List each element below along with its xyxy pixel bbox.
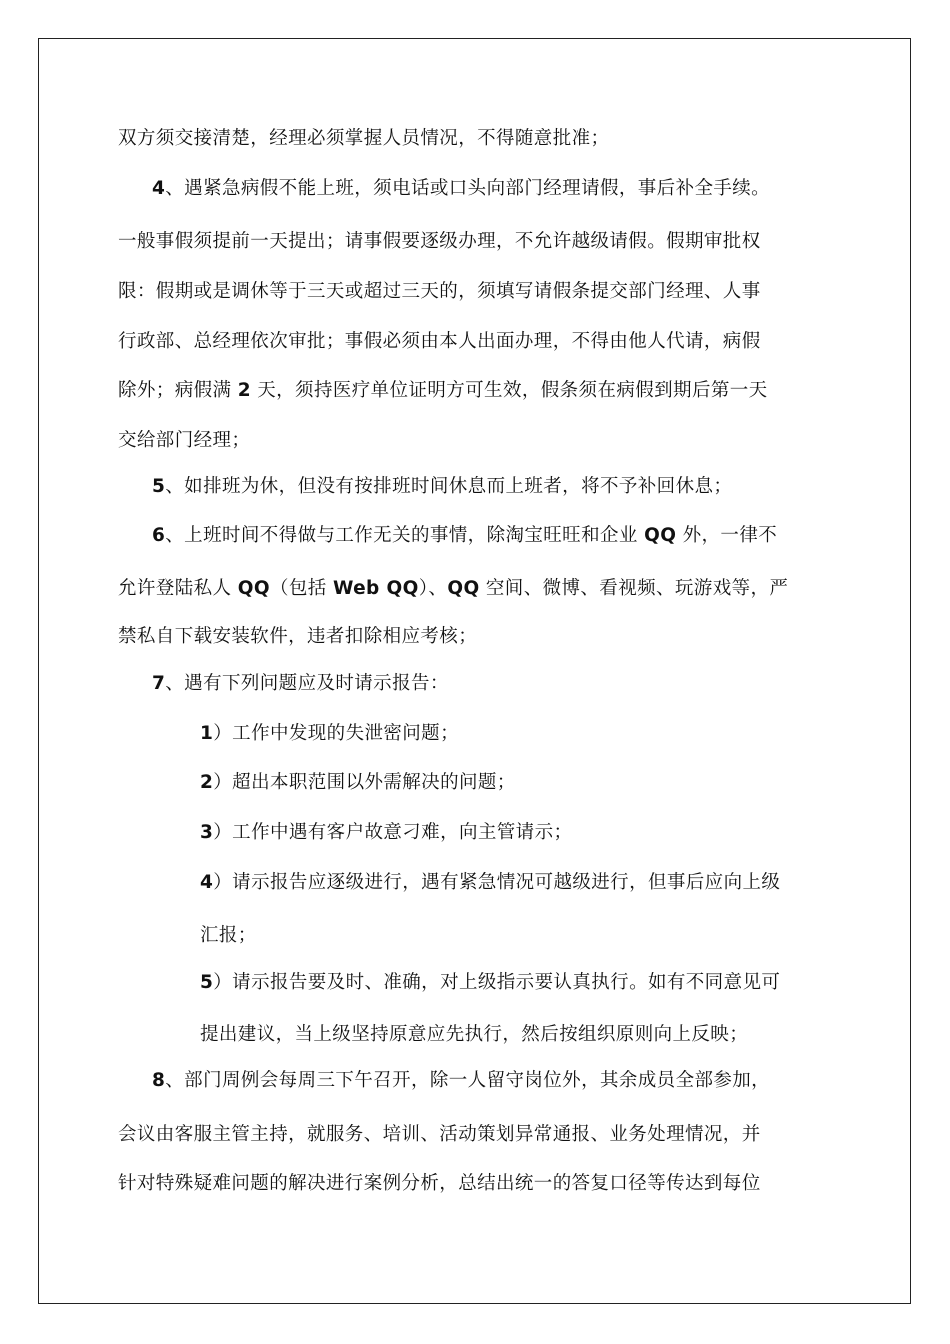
text-line: 禁私自下载安装软件，违者扣除相应考核； xyxy=(118,626,478,647)
text-line: 除外；病假满 2 天，须持医疗单位证明方可生效，假条须在病假到期后第一天 xyxy=(118,380,768,401)
item-5: 5、如排班为休，但没有按排班时间休息而上班者，将不予补回休息； xyxy=(152,476,733,497)
text-line: 行政部、总经理依次审批；事假必须由本人出面办理，不得由他人代请，病假 xyxy=(118,331,761,352)
text-line: 限：假期或是调休等于三天或超过三天的，须填写请假条提交部门经理、人事 xyxy=(118,281,761,302)
text-line: 一般事假须提前一天提出；请事假要逐级办理，不允许越级请假。假期审批权 xyxy=(118,231,761,252)
item-6: 6、上班时间不得做与工作无关的事情，除淘宝旺旺和企业 QQ 外，一律不 xyxy=(152,525,778,546)
text-line: 双方须交接清楚，经理必须掌握人员情况，不得随意批准； xyxy=(118,128,610,149)
text-line: 汇报； xyxy=(200,925,257,946)
text-line: 交给部门经理； xyxy=(118,430,251,451)
subitem-1: 1）工作中发现的失泄密问题； xyxy=(200,723,459,744)
text-line: 提出建议，当上级坚持原意应先执行，然后按组织原则向上反映； xyxy=(200,1024,749,1045)
item-4-heading: 4、遇紧急病假不能上班，须电话或口头向部门经理请假，事后补全手续。 xyxy=(152,178,771,199)
subitem-2: 2）超出本职范围以外需解决的问题； xyxy=(200,772,516,793)
item-7: 7、遇有下列问题应及时请示报告： xyxy=(152,673,449,694)
text-line: 会议由客服主管主持，就服务、培训、活动策划异常通报、业务处理情况，并 xyxy=(118,1124,761,1145)
subitem-4: 4）请示报告应逐级进行，遇有紧急情况可越级进行，但事后应向上级 xyxy=(200,872,781,893)
item-8: 8、部门周例会每周三下午召开，除一人留守岗位外，其余成员全部参加， xyxy=(152,1070,771,1091)
text-line: 针对特殊疑难问题的解决进行案例分析，总结出统一的答复口径等传达到每位 xyxy=(118,1173,761,1194)
text-line: 允许登陆私人 QQ（包括 Web QQ）、QQ 空间、微博、看视频、玩游戏等，严 xyxy=(118,578,789,599)
subitem-3: 3）工作中遇有客户故意刁难，向主管请示； xyxy=(200,822,573,843)
subitem-5: 5）请示报告要及时、准确，对上级指示要认真执行。如有不同意见可 xyxy=(200,972,781,993)
